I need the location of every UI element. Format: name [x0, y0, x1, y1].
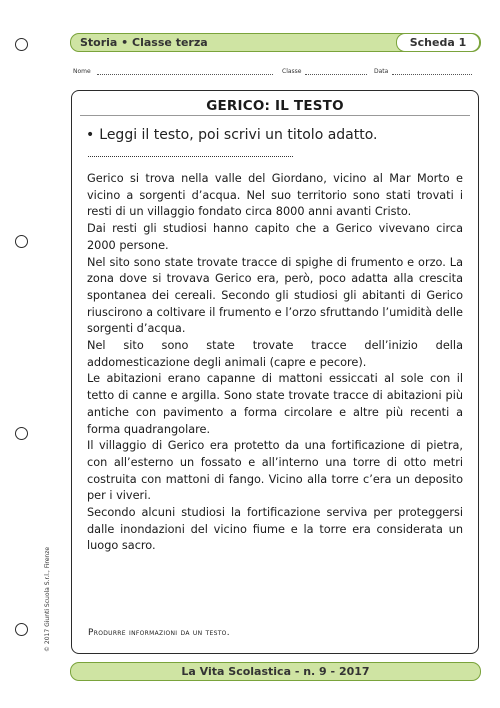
instruction	[86, 127, 378, 143]
student-info-line	[73, 66, 478, 78]
learning-objective: Produrre informazioni da un testo.	[88, 628, 230, 638]
binder-hole-3	[15, 427, 28, 440]
paragraph: Nel sito sono state trovate tracce dell’inizio della addomesticazione degli animali (capre e pecore).	[87, 339, 463, 369]
exercise-title: GERICO: IL TESTO	[206, 98, 344, 114]
class-label: Classe	[282, 68, 302, 75]
paragraph: Le abitazioni erano capanne di mattoni essiccati al sole con il tetto di canne e argilla. Sono state trovate tracce di abitazioni più antiche con pavimento a forma circolare e altre più recenti a forma quadrangolare.	[87, 372, 463, 436]
name-field[interactable]	[97, 71, 273, 75]
header-bar	[70, 33, 481, 52]
class-field[interactable]	[305, 71, 367, 75]
binder-hole-4	[15, 623, 28, 636]
subject-label: Storia • Classe terza	[80, 36, 208, 49]
paragraph: Gerico si trova nella valle del Giordano, vicino al Mar Morto e vicino a sorgenti d’acqua. Nel suo territorio sono stati trovati i resti di un villaggio fondato circa 8000 anni avanti Cristo.	[87, 172, 463, 219]
exercise-card	[71, 90, 479, 654]
name-label: Nome	[73, 68, 91, 75]
footer-bar: La Vita Scolastica - n. 9 - 2017	[70, 662, 481, 681]
reading-text	[87, 171, 463, 555]
binder-hole-2	[15, 235, 28, 248]
date-field[interactable]	[392, 71, 472, 75]
sheet-badge: Scheda 1	[396, 33, 480, 52]
paragraph: Dai resti gli studiosi hanno capito che a Gerico vivevano circa 2000 persone.	[87, 222, 463, 252]
instruction-text: Leggi il testo, poi scrivi un titolo adatto.	[99, 127, 378, 143]
bullet-icon: •	[86, 127, 95, 143]
paragraph: Secondo alcuni studiosi la fortificazione serviva per proteggersi dalle inondazioni del vicino fiume e la torre era considerata un luogo sacro.	[87, 506, 463, 553]
paragraph: Il villaggio di Gerico era protetto da una fortificazione di pietra, con all’esterno un fossato e all’interno una torre di otto metri costruita con mattoni di fango. Vicino alla torre c’era un deposito per i viveri.	[87, 439, 463, 503]
title-answer-line[interactable]	[88, 156, 293, 157]
date-label: Data	[374, 68, 389, 75]
title-divider	[80, 115, 470, 116]
paragraph: Nel sito sono state trovate tracce di spighe di frumento e orzo. La zona dove si trovava Gerico era, però, poco adatta alla crescita spontanea dei cereali. Secondo gli studiosi gli abitanti di Gerico riuscirono a coltivare il frumento e l’orzo sfruttando l’umidità delle sorgenti d’acqua.	[87, 255, 463, 336]
copyright-notice: © 2017 Giunti Scuola S.r.l., Firenze	[44, 546, 51, 652]
binder-hole-1	[15, 38, 28, 51]
